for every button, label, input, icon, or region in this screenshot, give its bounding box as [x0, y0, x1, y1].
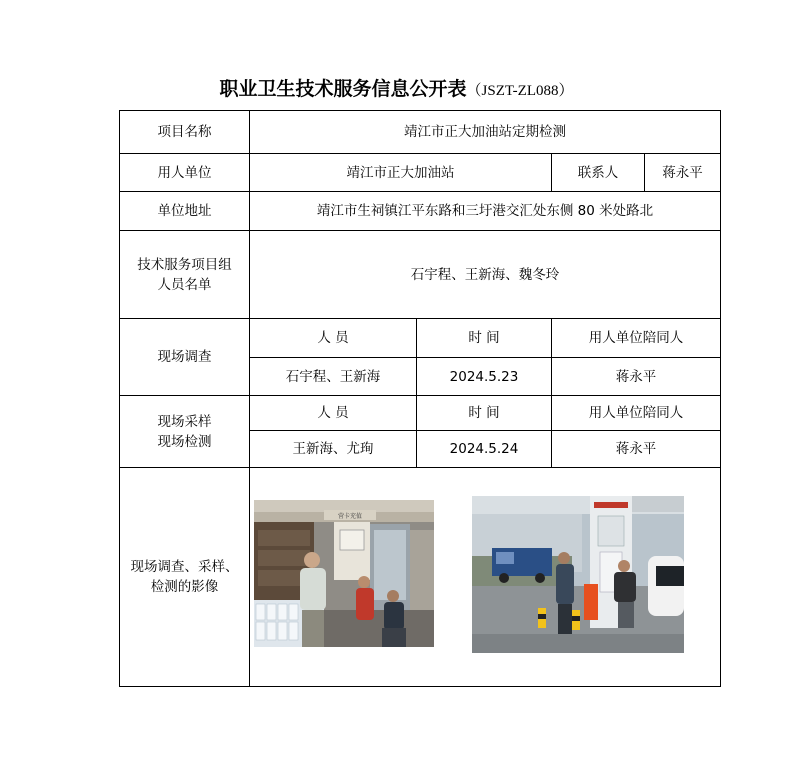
project-name-value: 靖江市正大加油站定期检测 [250, 111, 721, 154]
address-value: 靖江市生祠镇江平东路和三圩港交汇处东侧 80 米处路北 [250, 192, 721, 231]
survey-header-people: 人 员 [250, 319, 417, 358]
project-name-label: 项目名称 [120, 111, 250, 154]
row-sampling-header [120, 396, 721, 431]
photo-survey-image [254, 500, 434, 647]
info-table [119, 110, 721, 687]
survey-people: 石宇程、王新海 [250, 358, 417, 396]
row-survey-header [120, 319, 721, 358]
contact-value: 蒋永平 [645, 154, 721, 192]
team-label [120, 231, 250, 319]
team-label-line2: 人员名单 [157, 276, 212, 293]
team-value: 石宇程、王新海、魏冬玲 [250, 231, 721, 319]
team-label-line1: 技术服务项目组 [137, 256, 232, 273]
sampling-label [120, 396, 250, 468]
employer-value: 靖江市正大加油站 [250, 154, 552, 192]
images-label [120, 468, 250, 687]
sampling-people: 王新海、尤珣 [250, 431, 417, 468]
survey-time: 2024.5.23 [417, 358, 552, 396]
photo-sign-text: 营卡充值 [337, 513, 363, 520]
row-address [120, 192, 721, 231]
document-code: （JSZT-ZL088） [466, 83, 574, 99]
employer-label: 用人单位 [120, 154, 250, 192]
row-project-name [120, 111, 721, 154]
photo-sampling-image [472, 496, 684, 653]
images-cell [250, 468, 721, 687]
row-employer [120, 154, 721, 192]
address-label: 单位地址 [120, 192, 250, 231]
sampling-label-line1: 现场采样 [157, 413, 212, 430]
sampling-escort: 蒋永平 [552, 431, 721, 468]
sampling-header-escort: 用人单位陪同人 [552, 396, 721, 431]
survey-header-escort: 用人单位陪同人 [552, 319, 721, 358]
survey-header-time: 时 间 [417, 319, 552, 358]
sampling-header-people: 人 员 [250, 396, 417, 431]
images-label-line1: 现场调查、采样、 [130, 559, 239, 575]
photo-survey [254, 500, 434, 647]
sampling-label-line2: 现场检测 [157, 433, 212, 450]
row-images [120, 468, 721, 687]
survey-label: 现场调查 [120, 319, 250, 396]
document-title: 职业卫生技术服务信息公开表 [219, 78, 467, 100]
photo-sampling [472, 496, 684, 653]
sampling-time: 2024.5.24 [417, 431, 552, 468]
survey-escort: 蒋永平 [552, 358, 721, 396]
document-title-bar [0, 76, 793, 104]
contact-label: 联系人 [552, 154, 645, 192]
sampling-header-time: 时 间 [417, 396, 552, 431]
images-label-line2: 检测的影像 [150, 579, 219, 595]
row-team [120, 231, 721, 319]
